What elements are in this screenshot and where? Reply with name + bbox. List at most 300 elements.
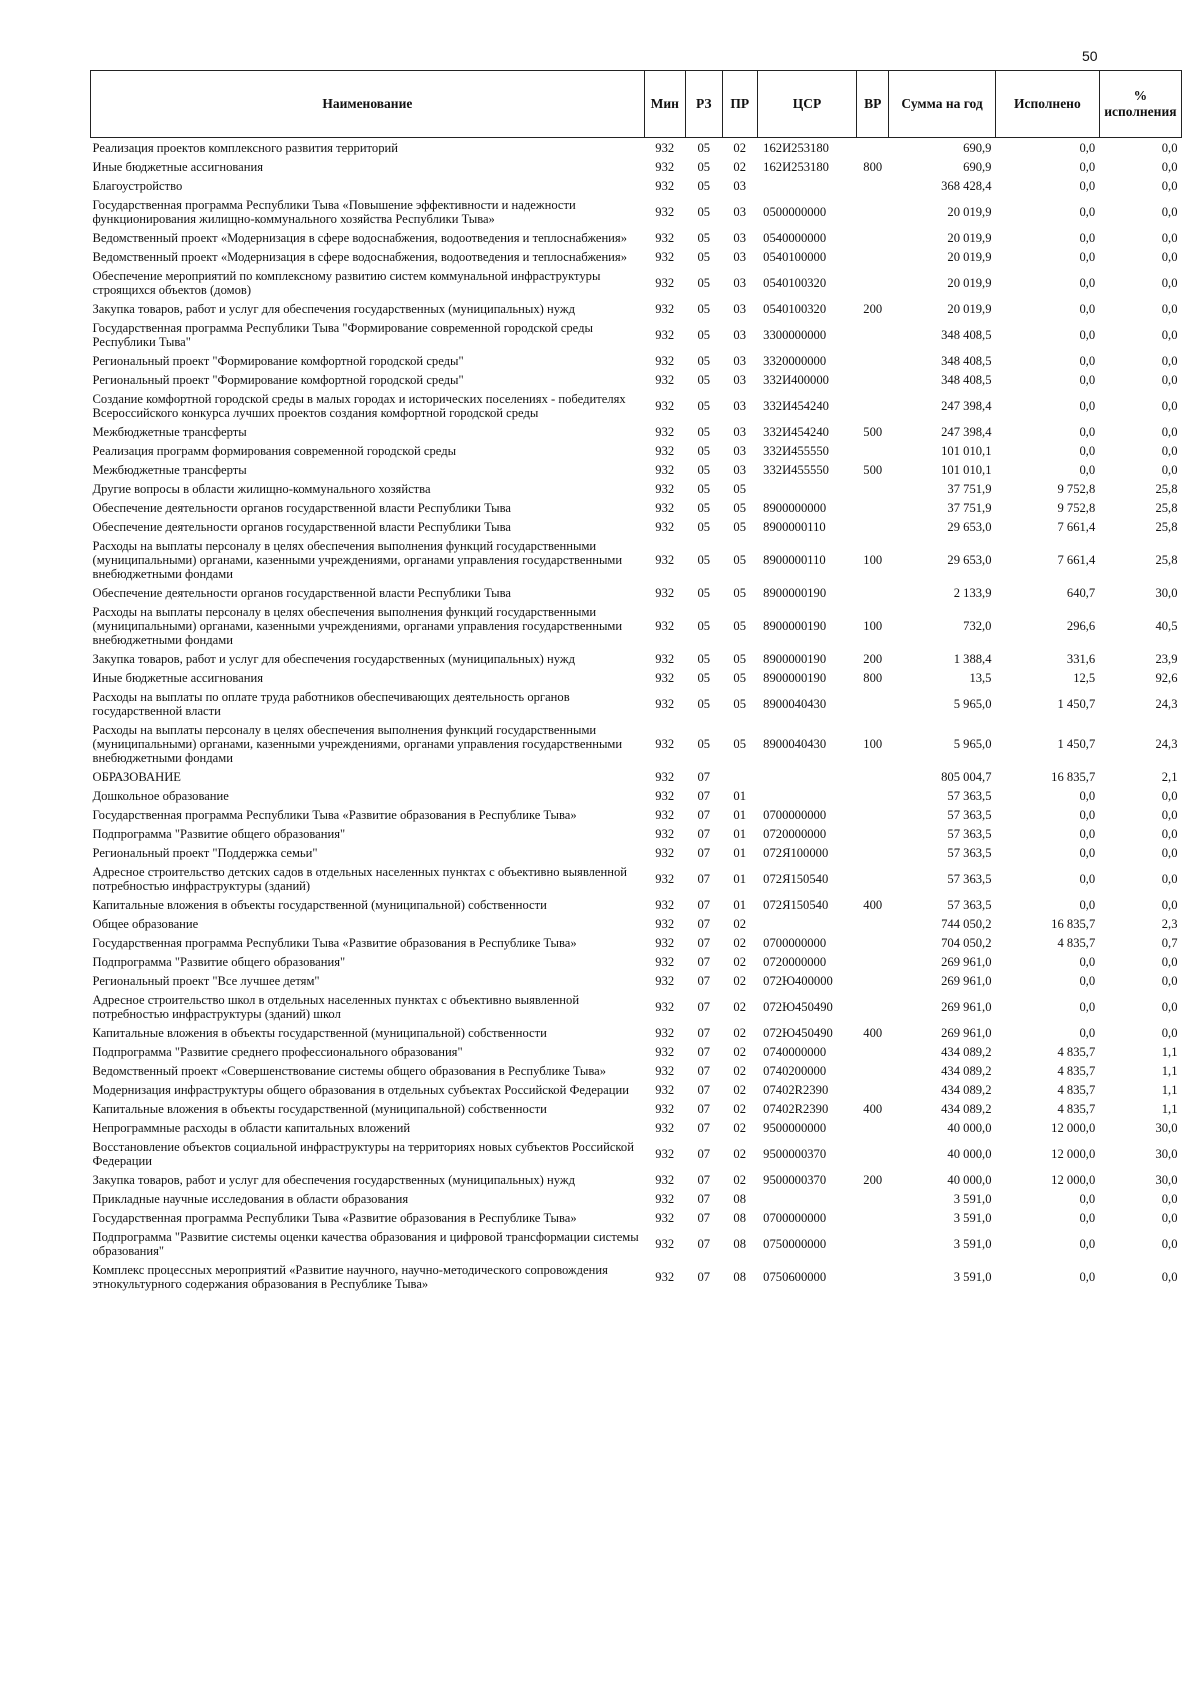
cell-done: 9 752,8	[1057, 500, 1096, 515]
cell-pct: 0,0	[1161, 424, 1178, 439]
cell-csr: 8900000190	[763, 585, 827, 600]
table-row	[91, 1118, 1182, 1137]
cell-min: 932	[655, 916, 675, 931]
cell-min: 932	[655, 871, 675, 886]
cell-name: Региональный проект "Формирование комфортной городской среды"	[92, 372, 464, 387]
cell-min: 932	[655, 769, 675, 784]
cell-pct: 0,0	[1161, 1269, 1178, 1284]
cell-vr	[857, 138, 889, 158]
cell-pct: 30,0	[1155, 585, 1178, 600]
cell-vr	[857, 370, 889, 389]
cell-name: Реализация проектов комплексного развития территорий	[92, 140, 398, 155]
cell-pr: 02	[733, 1120, 746, 1135]
cell-pct: 2,3	[1161, 916, 1178, 931]
cell-pct: 92,6	[1155, 670, 1178, 685]
cell-sum: 29 653,0	[947, 552, 992, 567]
cell-csr: 0700000000	[763, 1210, 827, 1225]
cell-vr	[857, 351, 889, 370]
cell-done: 0,0	[1079, 1025, 1096, 1040]
cell-min: 932	[655, 1044, 675, 1059]
cell-pr: 02	[733, 916, 746, 931]
cell-name: Межбюджетные трансферты	[92, 424, 247, 439]
table-row	[91, 843, 1182, 862]
table-row	[91, 933, 1182, 952]
table-row	[91, 441, 1182, 460]
cell-min: 932	[655, 973, 675, 988]
cell-vr	[857, 1118, 889, 1137]
cell-min: 932	[655, 1146, 675, 1161]
table-row	[91, 195, 1182, 228]
table-row	[91, 824, 1182, 843]
cell-done: 16 835,7	[1051, 916, 1096, 931]
cell-vr	[857, 266, 889, 299]
cell-pr: 03	[733, 398, 746, 413]
cell-vr: 500	[863, 424, 883, 439]
cell-name: Государственная программа Республики Тыва «Повышение эффективности и надежности функционирования жилищно-коммунального хозяйства Республики Тыва»	[92, 197, 576, 226]
cell-sum: 40 000,0	[947, 1120, 992, 1135]
cell-pct: 1,1	[1161, 1044, 1178, 1059]
cell-sum: 5 965,0	[953, 696, 992, 711]
cell-name: Адресное строительство детских садов в отдельных населенных пунктах с объективно выявленной потребностью инфраструктуры (зданий)	[92, 864, 628, 893]
cell-rz: 05	[697, 462, 711, 477]
cell-name: Капитальные вложения в объекты государственной (муниципальной) собственности	[92, 897, 547, 912]
header-sum: Сумма на год	[889, 71, 996, 138]
cell-done: 0,0	[1079, 178, 1096, 193]
table-row	[91, 668, 1182, 687]
cell-pr: 08	[733, 1236, 746, 1251]
cell-pct: 1,1	[1161, 1101, 1178, 1116]
header-done: Исполнено	[995, 71, 1099, 138]
cell-pr: 02	[733, 973, 746, 988]
cell-sum: 40 000,0	[947, 1172, 992, 1187]
cell-min: 932	[655, 954, 675, 969]
cell-rz: 05	[697, 500, 711, 515]
cell-sum: 269 961,0	[941, 973, 992, 988]
table-row	[91, 583, 1182, 602]
cell-done: 0,0	[1079, 788, 1096, 803]
cell-vr: 100	[863, 736, 883, 751]
cell-csr: 072Я100000	[763, 845, 829, 860]
cell-sum: 57 363,5	[947, 788, 992, 803]
cell-vr: 400	[863, 1101, 883, 1116]
cell-done: 0,0	[1079, 372, 1096, 387]
cell-name: Обеспечение мероприятий по комплексному развитию систем коммунальной инфраструктуры строящихся объектов (домов)	[92, 268, 601, 297]
header-rz: РЗ	[685, 71, 722, 138]
cell-pr: 02	[733, 1146, 746, 1161]
cell-min: 932	[655, 1025, 675, 1040]
table-row	[91, 971, 1182, 990]
cell-sum: 101 010,1	[941, 462, 992, 477]
cell-csr: 162И253180	[763, 159, 829, 174]
cell-vr	[857, 805, 889, 824]
cell-min: 932	[655, 481, 675, 496]
cell-pr: 02	[733, 1082, 746, 1097]
cell-rz: 07	[697, 1191, 711, 1206]
cell-sum: 704 050,2	[941, 935, 992, 950]
cell-sum: 37 751,9	[947, 500, 992, 515]
cell-rz: 05	[697, 353, 711, 368]
header-csr: ЦСР	[757, 71, 857, 138]
cell-done: 0,0	[1079, 1236, 1096, 1251]
cell-pct: 24,3	[1155, 696, 1178, 711]
cell-pr: 03	[733, 327, 746, 342]
cell-name: Другие вопросы в области жилищно-коммунального хозяйства	[92, 481, 431, 496]
cell-pr: 05	[733, 519, 746, 534]
cell-done: 0,0	[1079, 275, 1096, 290]
cell-csr: 9500000370	[763, 1172, 827, 1187]
cell-name: Расходы на выплаты персоналу в целях обеспечения выполнения функций государственными (муниципальными) органами, казенными учреждениями, органами управления государственными внебюджетными фондами	[92, 538, 623, 581]
cell-name: Иные бюджетные ассигнования	[92, 159, 264, 174]
cell-csr: 072Я150540	[763, 897, 829, 912]
cell-vr: 800	[863, 670, 883, 685]
cell-min: 932	[655, 897, 675, 912]
cell-vr: 500	[863, 462, 883, 477]
cell-name: Ведомственный проект «Модернизация в сфере водоснабжения, водоотведения и теплоснабжения»	[92, 230, 628, 245]
cell-min: 932	[655, 249, 675, 264]
cell-vr	[857, 933, 889, 952]
cell-pr: 05	[733, 618, 746, 633]
table-row	[91, 157, 1182, 176]
cell-name: Обеспечение деятельности органов государственной власти Республики Тыва	[92, 519, 511, 534]
cell-rz: 05	[697, 519, 711, 534]
cell-csr: 332И454240	[763, 424, 829, 439]
cell-sum: 247 398,4	[941, 398, 992, 413]
cell-pct: 0,0	[1161, 954, 1178, 969]
cell-vr	[857, 1260, 889, 1293]
cell-name: Подпрограмма "Развитие среднего профессионального образования"	[92, 1044, 463, 1059]
table-row	[91, 687, 1182, 720]
cell-rz: 07	[697, 1063, 711, 1078]
cell-rz: 05	[697, 552, 711, 567]
cell-min: 932	[655, 1082, 675, 1097]
cell-pr: 05	[733, 481, 746, 496]
cell-min: 932	[655, 788, 675, 803]
cell-csr: 332И400000	[763, 372, 829, 387]
cell-csr: 8900040430	[763, 696, 827, 711]
table-row	[91, 990, 1182, 1023]
cell-name: Закупка товаров, работ и услуг для обеспечения государственных (муниципальных) нужд	[92, 1172, 575, 1187]
cell-min: 932	[655, 462, 675, 477]
cell-pr: 05	[733, 552, 746, 567]
cell-sum: 57 363,5	[947, 826, 992, 841]
cell-sum: 20 019,9	[947, 301, 992, 316]
table-row	[91, 952, 1182, 971]
cell-pr: 01	[733, 897, 746, 912]
cell-name: Реализация программ формирования современной городской среды	[92, 443, 457, 458]
cell-pct: 0,0	[1161, 807, 1178, 822]
cell-rz: 07	[697, 788, 711, 803]
cell-pct: 0,0	[1161, 1025, 1178, 1040]
table-row	[91, 1080, 1182, 1099]
cell-csr	[757, 914, 857, 933]
cell-vr	[857, 195, 889, 228]
cell-pct: 24,3	[1155, 736, 1178, 751]
cell-csr: 0750000000	[763, 1236, 827, 1251]
cell-name: Расходы на выплаты персоналу в целях обеспечения выполнения функций государственными (муниципальными) органами, казенными учреждениями, органами управления государственными внебюджетными фондами	[92, 722, 623, 765]
table-row	[91, 351, 1182, 370]
cell-vr	[857, 990, 889, 1023]
cell-done: 0,0	[1079, 973, 1096, 988]
cell-rz: 07	[697, 1120, 711, 1135]
cell-pr: 03	[733, 372, 746, 387]
header-pr: ПР	[722, 71, 757, 138]
table-row	[91, 1260, 1182, 1293]
cell-rz: 07	[697, 916, 711, 931]
cell-csr: 8900000190	[763, 618, 827, 633]
cell-rz: 05	[697, 275, 711, 290]
cell-name: Ведомственный проект «Совершенствование системы общего образования в Республике Тыва»	[92, 1063, 607, 1078]
cell-done: 4 835,7	[1057, 1101, 1096, 1116]
cell-vr	[857, 971, 889, 990]
cell-rz: 05	[697, 301, 711, 316]
cell-csr	[757, 786, 857, 805]
cell-rz: 05	[697, 651, 711, 666]
table-row	[91, 247, 1182, 266]
cell-min: 932	[655, 159, 675, 174]
table-row	[91, 895, 1182, 914]
cell-rz: 07	[697, 769, 711, 784]
cell-done: 12 000,0	[1051, 1120, 1096, 1135]
cell-pct: 0,0	[1161, 327, 1178, 342]
cell-name: Подпрограмма "Развитие системы оценки качества образования и цифровой трансформации системы образования"	[92, 1229, 639, 1258]
cell-done: 7 661,4	[1057, 552, 1096, 567]
cell-sum: 57 363,5	[947, 807, 992, 822]
cell-vr	[857, 786, 889, 805]
cell-csr: 8900000000	[763, 500, 827, 515]
cell-vr	[857, 862, 889, 895]
cell-csr: 3300000000	[763, 327, 827, 342]
cell-sum: 348 408,5	[941, 353, 992, 368]
cell-rz: 05	[697, 670, 711, 685]
cell-name: Региональный проект "Формирование комфортной городской среды"	[92, 353, 464, 368]
cell-name: Восстановление объектов социальной инфраструктуры на территориях новых субъектов Российской Федерации	[92, 1139, 634, 1168]
table-row	[91, 460, 1182, 479]
cell-pct: 0,7	[1161, 935, 1178, 950]
cell-vr: 200	[863, 651, 883, 666]
cell-vr: 400	[863, 1025, 883, 1040]
cell-name: Расходы на выплаты по оплате труда работников обеспечивающих деятельность органов государственной власти	[92, 689, 570, 718]
cell-pr: 02	[733, 159, 746, 174]
cell-done: 4 835,7	[1057, 1082, 1096, 1097]
table-row	[91, 1099, 1182, 1118]
cell-done: 0,0	[1079, 462, 1096, 477]
cell-done: 0,0	[1079, 230, 1096, 245]
cell-name: Модернизация инфраструктуры общего образования в отдельных субъектах Российской Федерации	[92, 1082, 629, 1097]
cell-min: 932	[655, 204, 675, 219]
cell-pr: 01	[733, 871, 746, 886]
cell-csr: 8900000190	[763, 651, 827, 666]
cell-pr: 02	[733, 954, 746, 969]
header-vr: ВР	[857, 71, 889, 138]
cell-rz: 05	[697, 327, 711, 342]
cell-sum: 3 591,0	[953, 1210, 992, 1225]
table-row	[91, 176, 1182, 195]
cell-csr: 332И455550	[763, 462, 829, 477]
cell-sum: 690,9	[963, 159, 992, 174]
cell-min: 932	[655, 372, 675, 387]
cell-vr	[857, 389, 889, 422]
table-row	[91, 805, 1182, 824]
table-row	[91, 1137, 1182, 1170]
table-row	[91, 1227, 1182, 1260]
table-row	[91, 1189, 1182, 1208]
cell-pct: 25,8	[1155, 481, 1178, 496]
cell-pr: 08	[733, 1191, 746, 1206]
cell-pct: 0,0	[1161, 204, 1178, 219]
cell-csr: 072Ю450490	[763, 999, 833, 1014]
cell-name: Обеспечение деятельности органов государственной власти Республики Тыва	[92, 500, 511, 515]
cell-min: 932	[655, 651, 675, 666]
cell-done: 0,0	[1079, 327, 1096, 342]
cell-name: Расходы на выплаты персоналу в целях обеспечения выполнения функций государственными (муниципальными) органами, казенными учреждениями, органами управления государственными внебюджетными фондами	[92, 604, 623, 647]
cell-name: Непрограммные расходы в области капитальных вложений	[92, 1120, 411, 1135]
cell-rz: 07	[697, 1025, 711, 1040]
cell-name: Капитальные вложения в объекты государственной (муниципальной) собственности	[92, 1025, 547, 1040]
cell-csr	[757, 767, 857, 786]
cell-sum: 434 089,2	[941, 1063, 992, 1078]
cell-pct: 23,9	[1155, 651, 1178, 666]
cell-sum: 57 363,5	[947, 845, 992, 860]
cell-rz: 05	[697, 140, 711, 155]
cell-min: 932	[655, 845, 675, 860]
table-row	[91, 536, 1182, 583]
cell-csr: 072Я150540	[763, 871, 829, 886]
cell-sum: 2 133,9	[953, 585, 992, 600]
cell-pr: 01	[733, 788, 746, 803]
cell-sum: 247 398,4	[941, 424, 992, 439]
cell-name: Региональный проект "Поддержка семьи"	[92, 845, 318, 860]
cell-rz: 07	[697, 826, 711, 841]
cell-done: 0,0	[1079, 999, 1096, 1014]
cell-min: 932	[655, 1120, 675, 1135]
cell-done: 1 450,7	[1057, 736, 1096, 751]
cell-pct: 30,0	[1155, 1146, 1178, 1161]
cell-done: 0,0	[1079, 845, 1096, 860]
cell-pct: 0,0	[1161, 845, 1178, 860]
cell-min: 932	[655, 140, 675, 155]
cell-pr: 03	[733, 301, 746, 316]
cell-vr	[857, 318, 889, 351]
cell-rz: 07	[697, 1210, 711, 1225]
cell-sum: 434 089,2	[941, 1101, 992, 1116]
cell-csr: 072Ю400000	[763, 973, 833, 988]
cell-pct: 0,0	[1161, 372, 1178, 387]
cell-name: Создание комфортной городской среды в малых городах и исторических поселениях - победителях Всероссийского конкурса лучших проектов создания комфортной городской среды	[92, 391, 626, 420]
cell-pr: 03	[733, 424, 746, 439]
cell-pct: 0,0	[1161, 353, 1178, 368]
table-row	[91, 389, 1182, 422]
table-row	[91, 649, 1182, 668]
cell-pr: 05	[733, 670, 746, 685]
table-row	[91, 720, 1182, 767]
cell-name: Адресное строительство школ в отдельных населенных пунктах с объективно выявленной потребностью инфраструктуры (зданий) школ	[92, 992, 580, 1021]
cell-pr: 01	[733, 807, 746, 822]
cell-min: 932	[655, 935, 675, 950]
cell-rz: 05	[697, 424, 711, 439]
cell-done: 0,0	[1079, 204, 1096, 219]
cell-min: 932	[655, 826, 675, 841]
cell-name: Подпрограмма "Развитие общего образования"	[92, 826, 346, 841]
cell-rz: 05	[697, 585, 711, 600]
cell-rz: 05	[697, 618, 711, 633]
cell-done: 0,0	[1079, 249, 1096, 264]
cell-rz: 07	[697, 807, 711, 822]
cell-done: 0,0	[1079, 871, 1096, 886]
budget-table	[90, 70, 1182, 1293]
cell-name: Иные бюджетные ассигнования	[92, 670, 264, 685]
cell-pr: 03	[733, 249, 746, 264]
cell-pct: 25,8	[1155, 552, 1178, 567]
cell-pr: 05	[733, 736, 746, 751]
cell-pct: 40,5	[1155, 618, 1178, 633]
cell-vr	[857, 1227, 889, 1260]
cell-sum: 20 019,9	[947, 230, 992, 245]
cell-rz: 05	[697, 481, 711, 496]
cell-min: 932	[655, 807, 675, 822]
cell-sum: 57 363,5	[947, 871, 992, 886]
cell-min: 932	[655, 178, 675, 193]
cell-csr	[757, 176, 857, 195]
page-number: 50	[1082, 48, 1098, 64]
cell-pr: 02	[733, 1172, 746, 1187]
cell-pr: 03	[733, 462, 746, 477]
table-row	[91, 1061, 1182, 1080]
cell-done: 4 835,7	[1057, 1063, 1096, 1078]
cell-min: 932	[655, 696, 675, 711]
cell-done: 0,0	[1079, 140, 1096, 155]
cell-pct: 25,8	[1155, 500, 1178, 515]
cell-rz: 07	[697, 1172, 711, 1187]
cell-pct: 30,0	[1155, 1120, 1178, 1135]
cell-min: 932	[655, 1210, 675, 1225]
cell-pr	[722, 767, 757, 786]
cell-done: 0,0	[1079, 1269, 1096, 1284]
cell-pct: 0,0	[1161, 275, 1178, 290]
cell-name: Прикладные научные исследования в области образования	[92, 1191, 409, 1206]
cell-pct: 0,0	[1161, 1236, 1178, 1251]
cell-pct: 0,0	[1161, 826, 1178, 841]
cell-name: Государственная программа Республики Тыва "Формирование современной городской среды Республики Тыва"	[92, 320, 593, 349]
cell-pr: 03	[733, 204, 746, 219]
cell-pr: 05	[733, 651, 746, 666]
cell-pr: 02	[733, 140, 746, 155]
cell-done: 0,0	[1079, 159, 1096, 174]
cell-done: 0,0	[1079, 301, 1096, 316]
cell-vr	[857, 1137, 889, 1170]
cell-pct: 0,0	[1161, 249, 1178, 264]
cell-csr: 332И454240	[763, 398, 829, 413]
cell-done: 4 835,7	[1057, 1044, 1096, 1059]
cell-sum: 269 961,0	[941, 954, 992, 969]
cell-csr: 0720000000	[763, 826, 827, 841]
cell-pr: 02	[733, 999, 746, 1014]
cell-sum: 1 388,4	[953, 651, 992, 666]
cell-sum: 269 961,0	[941, 1025, 992, 1040]
cell-name: Закупка товаров, работ и услуг для обеспечения государственных (муниципальных) нужд	[92, 651, 575, 666]
cell-vr: 100	[863, 618, 883, 633]
cell-vr: 100	[863, 552, 883, 567]
cell-pct: 0,0	[1161, 178, 1178, 193]
cell-sum: 29 653,0	[947, 519, 992, 534]
cell-vr: 400	[863, 897, 883, 912]
cell-csr: 072Ю450490	[763, 1025, 833, 1040]
cell-pr: 03	[733, 230, 746, 245]
cell-name: Дошкольное образование	[92, 788, 229, 803]
table-row	[91, 914, 1182, 933]
cell-rz: 05	[697, 736, 711, 751]
cell-vr	[857, 914, 889, 933]
cell-sum: 348 408,5	[941, 327, 992, 342]
